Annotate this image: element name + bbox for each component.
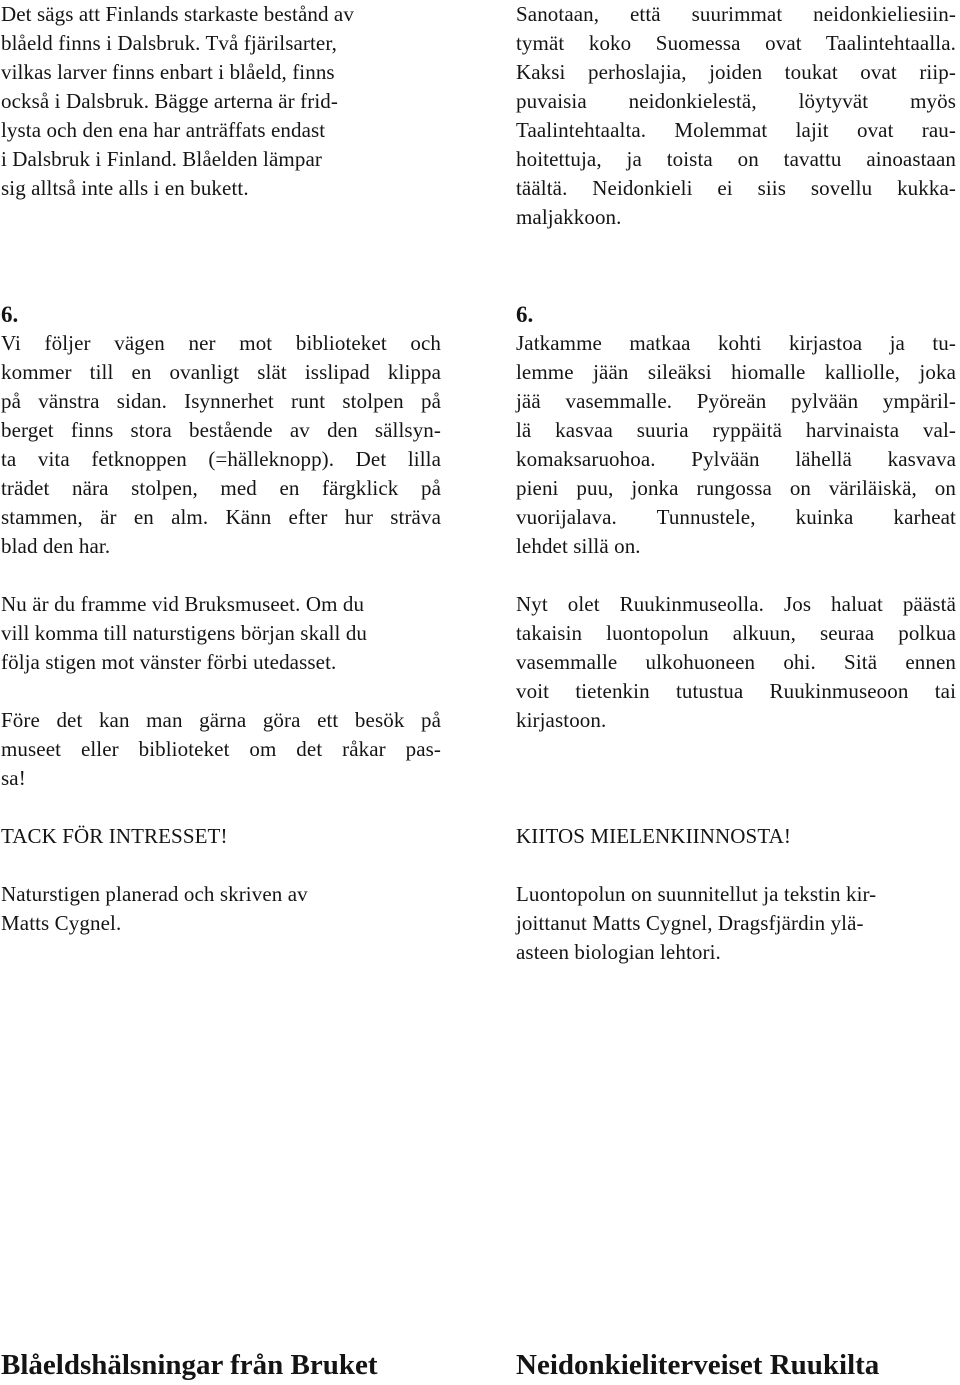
thanks-line-fi: KIITOS MIELENKIINNOSTA!: [516, 824, 791, 848]
footer-title-fi: Neidonkieliterveiset Ruukilta: [516, 1349, 880, 1381]
text-line: tymät koko Suomessa ovat Taalintehtaalla.: [516, 31, 956, 55]
credits-wrap-fi: [516, 880, 956, 967]
footer-title-sv: Blåeldshälsningar från Bruket: [1, 1349, 378, 1381]
text-line: vuorijalava. Tunnustele, kuinka karheat: [516, 505, 956, 529]
text-line: blad den har.: [1, 534, 111, 558]
text-line: kommer till en ovanligt slät isslipad klippa: [1, 360, 441, 384]
text-line: Nyt olet Ruukinmuseolla. Jos haluat päästä: [516, 592, 956, 616]
museum-paragraph-sv-wrap: [1, 590, 441, 677]
credits-fi: Luontopolun on suunnitellut ja tekstin kir- joittanut Matts Cygnel, Dragsfjärdin ylä- asteen biologian lehtori.: [516, 882, 877, 964]
text-line: Kaksi perhoslajia, joiden toukat ovat riip-: [516, 60, 956, 84]
text-line: Sanotaan, että suurimmat neidonkieliesiin-: [516, 2, 956, 26]
credits-wrap-sv: [1, 880, 441, 938]
text-line: hoitettuja, ja toista on tavattu ainoastaan: [516, 147, 956, 171]
text-line: maljakkoon.: [516, 205, 622, 229]
text-line: Taalintehtaalta. Molemmat lajit ovat rau-: [516, 118, 956, 142]
text-line: täältä. Neidonkieli ei siis sovellu kukka-: [516, 176, 956, 200]
stop-number-sv: 6.: [1, 302, 19, 327]
text-line: Jatkamme matkaa kohti kirjastoa ja tu-: [516, 331, 956, 355]
text-line: pieni puu, jonka rungossa on väriläiskä, on: [516, 476, 956, 500]
text-line: ta vita fetknoppen (=hälleknopp). Det lilla: [1, 447, 441, 471]
museum-paragraph-sv: Nu är du framme vid Bruksmuseet. Om du vill komma till naturstigens början skall du följa stigen mot vänster förbi utedasset.: [1, 592, 368, 674]
text-line: vasemmalle ulkohuoneen ohi. Sitä ennen: [516, 650, 956, 674]
text-line: lehdet sillä on.: [516, 534, 641, 558]
text-line: jää vasemmalle. Pyöreän pylvään ympäril-: [516, 389, 956, 413]
stop-number-fi: 6.: [516, 302, 534, 327]
thanks-wrap-fi: [516, 822, 956, 851]
text-line: kirjastoon.: [516, 708, 607, 732]
text-line: voit tietenkin tutustua Ruukinmuseoon tai: [516, 679, 956, 703]
visit-paragraph-sv: [1, 706, 441, 793]
text-line: stammen, är en alm. Känn efter hur sträva: [1, 505, 441, 529]
museum-paragraph-fi: [516, 590, 956, 735]
finnish-intro: [516, 0, 956, 232]
stop-6-section-fi: [516, 300, 956, 561]
text-line: Vi följer vägen ner mot biblioteket och: [1, 331, 441, 355]
text-line: på vänstra sidan. Isynnerhet runt stolpen på: [1, 389, 441, 413]
text-line: Före det kan man gärna göra ett besök på: [1, 708, 441, 732]
text-line: komaksaruohoa. Pylvään lähellä kasvava: [516, 447, 956, 471]
thanks-line-sv: TACK FÖR INTRESSET!: [1, 824, 228, 848]
intro-paragraph-sv: Det sägs att Finlands starkaste bestånd av blåeld finns i Dalsbruk. Två fjärilsarter, vilkas larver finns enbart i blåeld, finns också i Dalsbruk. Bägge arterna är frid- lysta och den ena har anträffats endast i Dalsbruk i Finland. Blåelden lämpar sig alltså inte alls i en bukett.: [1, 2, 354, 200]
text-line: sa!: [1, 766, 26, 790]
thanks-wrap-sv: [1, 822, 441, 851]
text-line: lä kasvaa suuria ryppäitä harvinaista val-: [516, 418, 956, 442]
credits-sv: Naturstigen planerad och skriven av Matts Cygnel.: [1, 882, 308, 935]
stop-6-paragraph-sv: [1, 329, 441, 561]
text-line: lemme jään sileäksi hiomalle kalliolle, joka: [516, 360, 956, 384]
text-line: museet eller biblioteket om det råkar pas-: [1, 737, 441, 761]
text-line: puvaisia neidonkielestä, löytyvät myös: [516, 89, 956, 113]
stop-6-section-sv: [1, 300, 441, 561]
text-line: trädet nära stolpen, med en färgklick på: [1, 476, 441, 500]
swedish-column: [1, 0, 441, 203]
stop-6-paragraph-fi: [516, 329, 956, 561]
text-line: berget finns stora bestående av den sällsyn-: [1, 418, 441, 442]
text-line: takaisin luontopolun alkuun, seuraa polkua: [516, 621, 956, 645]
